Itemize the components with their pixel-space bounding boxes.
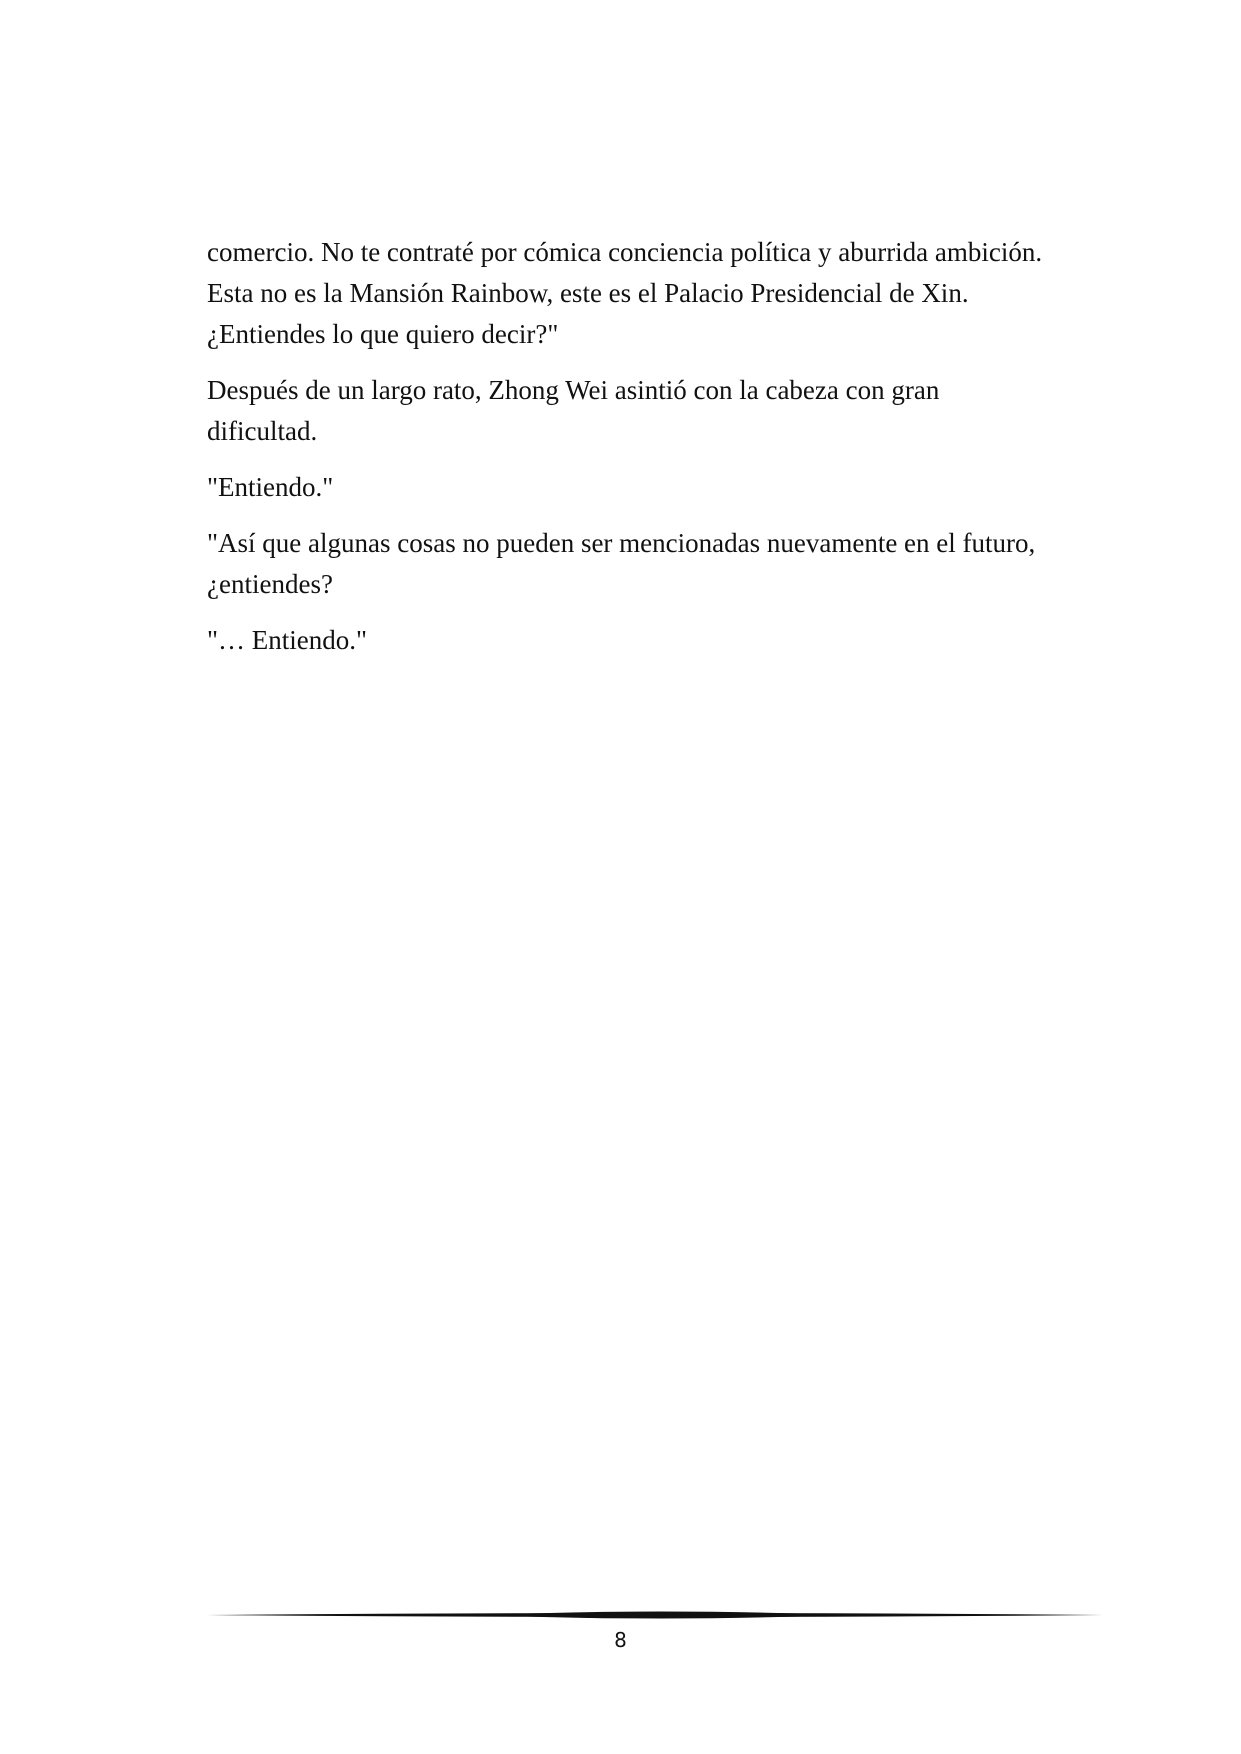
footer-divider bbox=[207, 1608, 1103, 1622]
paragraph: "Entiendo." bbox=[207, 472, 334, 502]
paragraph: "Así que algunas cosas no pueden ser mencionadas nuevamente en el futuro, ¿entiendes? bbox=[207, 528, 1043, 599]
paragraph: Después de un largo rato, Zhong Wei asintió con la cabeza con gran dificultad. bbox=[207, 375, 947, 446]
paragraph: "… Entiendo." bbox=[207, 625, 368, 655]
page-number: 8 bbox=[614, 1628, 627, 1652]
body-text bbox=[207, 232, 1047, 676]
paragraph: comercio. No te contraté por cómica conciencia política y aburrida ambición. Esta no es la Mansión Rainbow, este es el Palacio Presidencial de Xin. ¿Entiendes lo que quiero decir?" bbox=[207, 237, 1049, 349]
